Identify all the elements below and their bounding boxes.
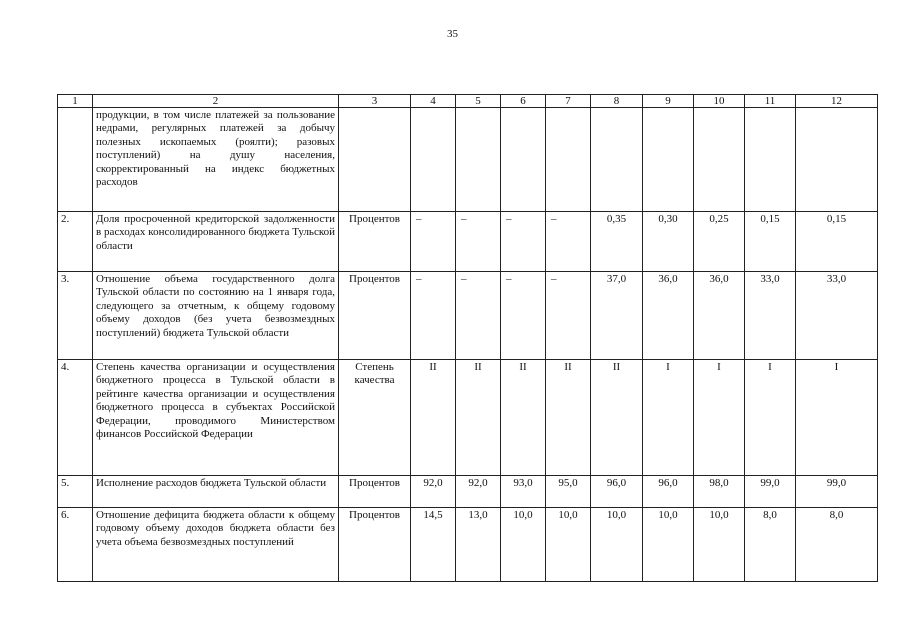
value-cell: 10,0 <box>501 508 546 582</box>
value-cell <box>643 108 694 212</box>
value-cell <box>546 108 591 212</box>
header-cell: 11 <box>745 95 796 108</box>
value-cell: 37,0 <box>591 272 643 360</box>
header-cell: 6 <box>501 95 546 108</box>
header-cell: 3 <box>339 95 411 108</box>
value-cell: – <box>456 212 501 272</box>
row-number: 6. <box>58 508 93 582</box>
unit-of-measure: Процентов <box>339 508 411 582</box>
value-cell: 95,0 <box>546 476 591 508</box>
value-cell: – <box>411 272 456 360</box>
value-cell: I <box>796 360 878 476</box>
header-cell: 10 <box>694 95 745 108</box>
value-cell: 0,25 <box>694 212 745 272</box>
value-cell: – <box>501 272 546 360</box>
value-cell: 36,0 <box>643 272 694 360</box>
value-cell: 0,15 <box>745 212 796 272</box>
value-cell: 13,0 <box>456 508 501 582</box>
header-cell: 2 <box>93 95 339 108</box>
header-cell: 9 <box>643 95 694 108</box>
value-cell <box>745 108 796 212</box>
header-cell: 8 <box>591 95 643 108</box>
row-number: 3. <box>58 272 93 360</box>
unit-of-measure: Процентов <box>339 212 411 272</box>
table-row <box>58 212 878 272</box>
indicator-description: продукции, в том числе платежей за пользование недрами, регулярных платежей за добычу полезных ископаемых (роялти); разовых поступлений) на душу населения, скорректированный на индекс бюджетных расходов <box>93 108 339 212</box>
value-cell: – <box>411 212 456 272</box>
value-cell: 92,0 <box>456 476 501 508</box>
value-cell: 93,0 <box>501 476 546 508</box>
value-cell <box>456 108 501 212</box>
page-number: 35 <box>447 28 458 40</box>
header-cell: 1 <box>58 95 93 108</box>
indicator-description: Степень качества организации и осуществления бюджетного процесса в Тульской области в рейтинге качества организации и осуществления бюджетного процесса в субъектах Российской Федерации, проводимого Министерством финансов Российской Федерации <box>93 360 339 476</box>
value-cell: – <box>501 212 546 272</box>
value-cell <box>694 108 745 212</box>
value-cell: 33,0 <box>796 272 878 360</box>
value-cell: 99,0 <box>745 476 796 508</box>
value-cell: II <box>411 360 456 476</box>
value-cell: 8,0 <box>745 508 796 582</box>
value-cell: 10,0 <box>694 508 745 582</box>
indicator-description: Отношение объема государственного долга Тульской области по состоянию на 1 января года, следующего за отчетным, к общему годовому объему доходов (без учета безвозмездных поступлений) бюджета Тульской области <box>93 272 339 360</box>
value-cell: 98,0 <box>694 476 745 508</box>
table-row <box>58 476 878 508</box>
value-cell: 14,5 <box>411 508 456 582</box>
value-cell: 96,0 <box>591 476 643 508</box>
value-cell <box>591 108 643 212</box>
row-number: 5. <box>58 476 93 508</box>
value-cell: 99,0 <box>796 476 878 508</box>
value-cell: 10,0 <box>546 508 591 582</box>
value-cell: 92,0 <box>411 476 456 508</box>
value-cell: II <box>591 360 643 476</box>
value-cell <box>501 108 546 212</box>
unit-of-measure: Степень качества <box>339 360 411 476</box>
value-cell <box>796 108 878 212</box>
table-row <box>58 108 878 212</box>
value-cell: 8,0 <box>796 508 878 582</box>
table-body <box>58 108 878 582</box>
header-cell: 5 <box>456 95 501 108</box>
value-cell: 33,0 <box>745 272 796 360</box>
value-cell: II <box>546 360 591 476</box>
row-number: 4. <box>58 360 93 476</box>
unit-of-measure: Процентов <box>339 476 411 508</box>
row-number: 2. <box>58 212 93 272</box>
value-cell: II <box>456 360 501 476</box>
value-cell: I <box>694 360 745 476</box>
unit-of-measure: Процентов <box>339 272 411 360</box>
table-row <box>58 360 878 476</box>
table-row <box>58 272 878 360</box>
value-cell: 0,35 <box>591 212 643 272</box>
header-cell: 7 <box>546 95 591 108</box>
header-cell: 4 <box>411 95 456 108</box>
table-row <box>58 508 878 582</box>
row-number <box>58 108 93 212</box>
value-cell: – <box>456 272 501 360</box>
header-cell: 12 <box>796 95 878 108</box>
value-cell: – <box>546 272 591 360</box>
table-header <box>58 95 878 108</box>
value-cell: I <box>643 360 694 476</box>
value-cell: – <box>546 212 591 272</box>
value-cell <box>411 108 456 212</box>
indicator-description: Отношение дефицита бюджета области к общему годовому объему доходов бюджета области без учета объема безвозмездных поступлений <box>93 508 339 582</box>
value-cell: 0,30 <box>643 212 694 272</box>
value-cell: 96,0 <box>643 476 694 508</box>
value-cell: II <box>501 360 546 476</box>
value-cell: 0,15 <box>796 212 878 272</box>
value-cell: 10,0 <box>643 508 694 582</box>
value-cell: I <box>745 360 796 476</box>
indicator-description: Доля просроченной кредиторской задолженности в расходах консолидированного бюджета Тульской области <box>93 212 339 272</box>
indicators-table <box>57 94 878 582</box>
value-cell: 10,0 <box>591 508 643 582</box>
unit-of-measure <box>339 108 411 212</box>
value-cell: 36,0 <box>694 272 745 360</box>
indicator-description: Исполнение расходов бюджета Тульской области <box>93 476 339 508</box>
header-row <box>58 95 878 108</box>
